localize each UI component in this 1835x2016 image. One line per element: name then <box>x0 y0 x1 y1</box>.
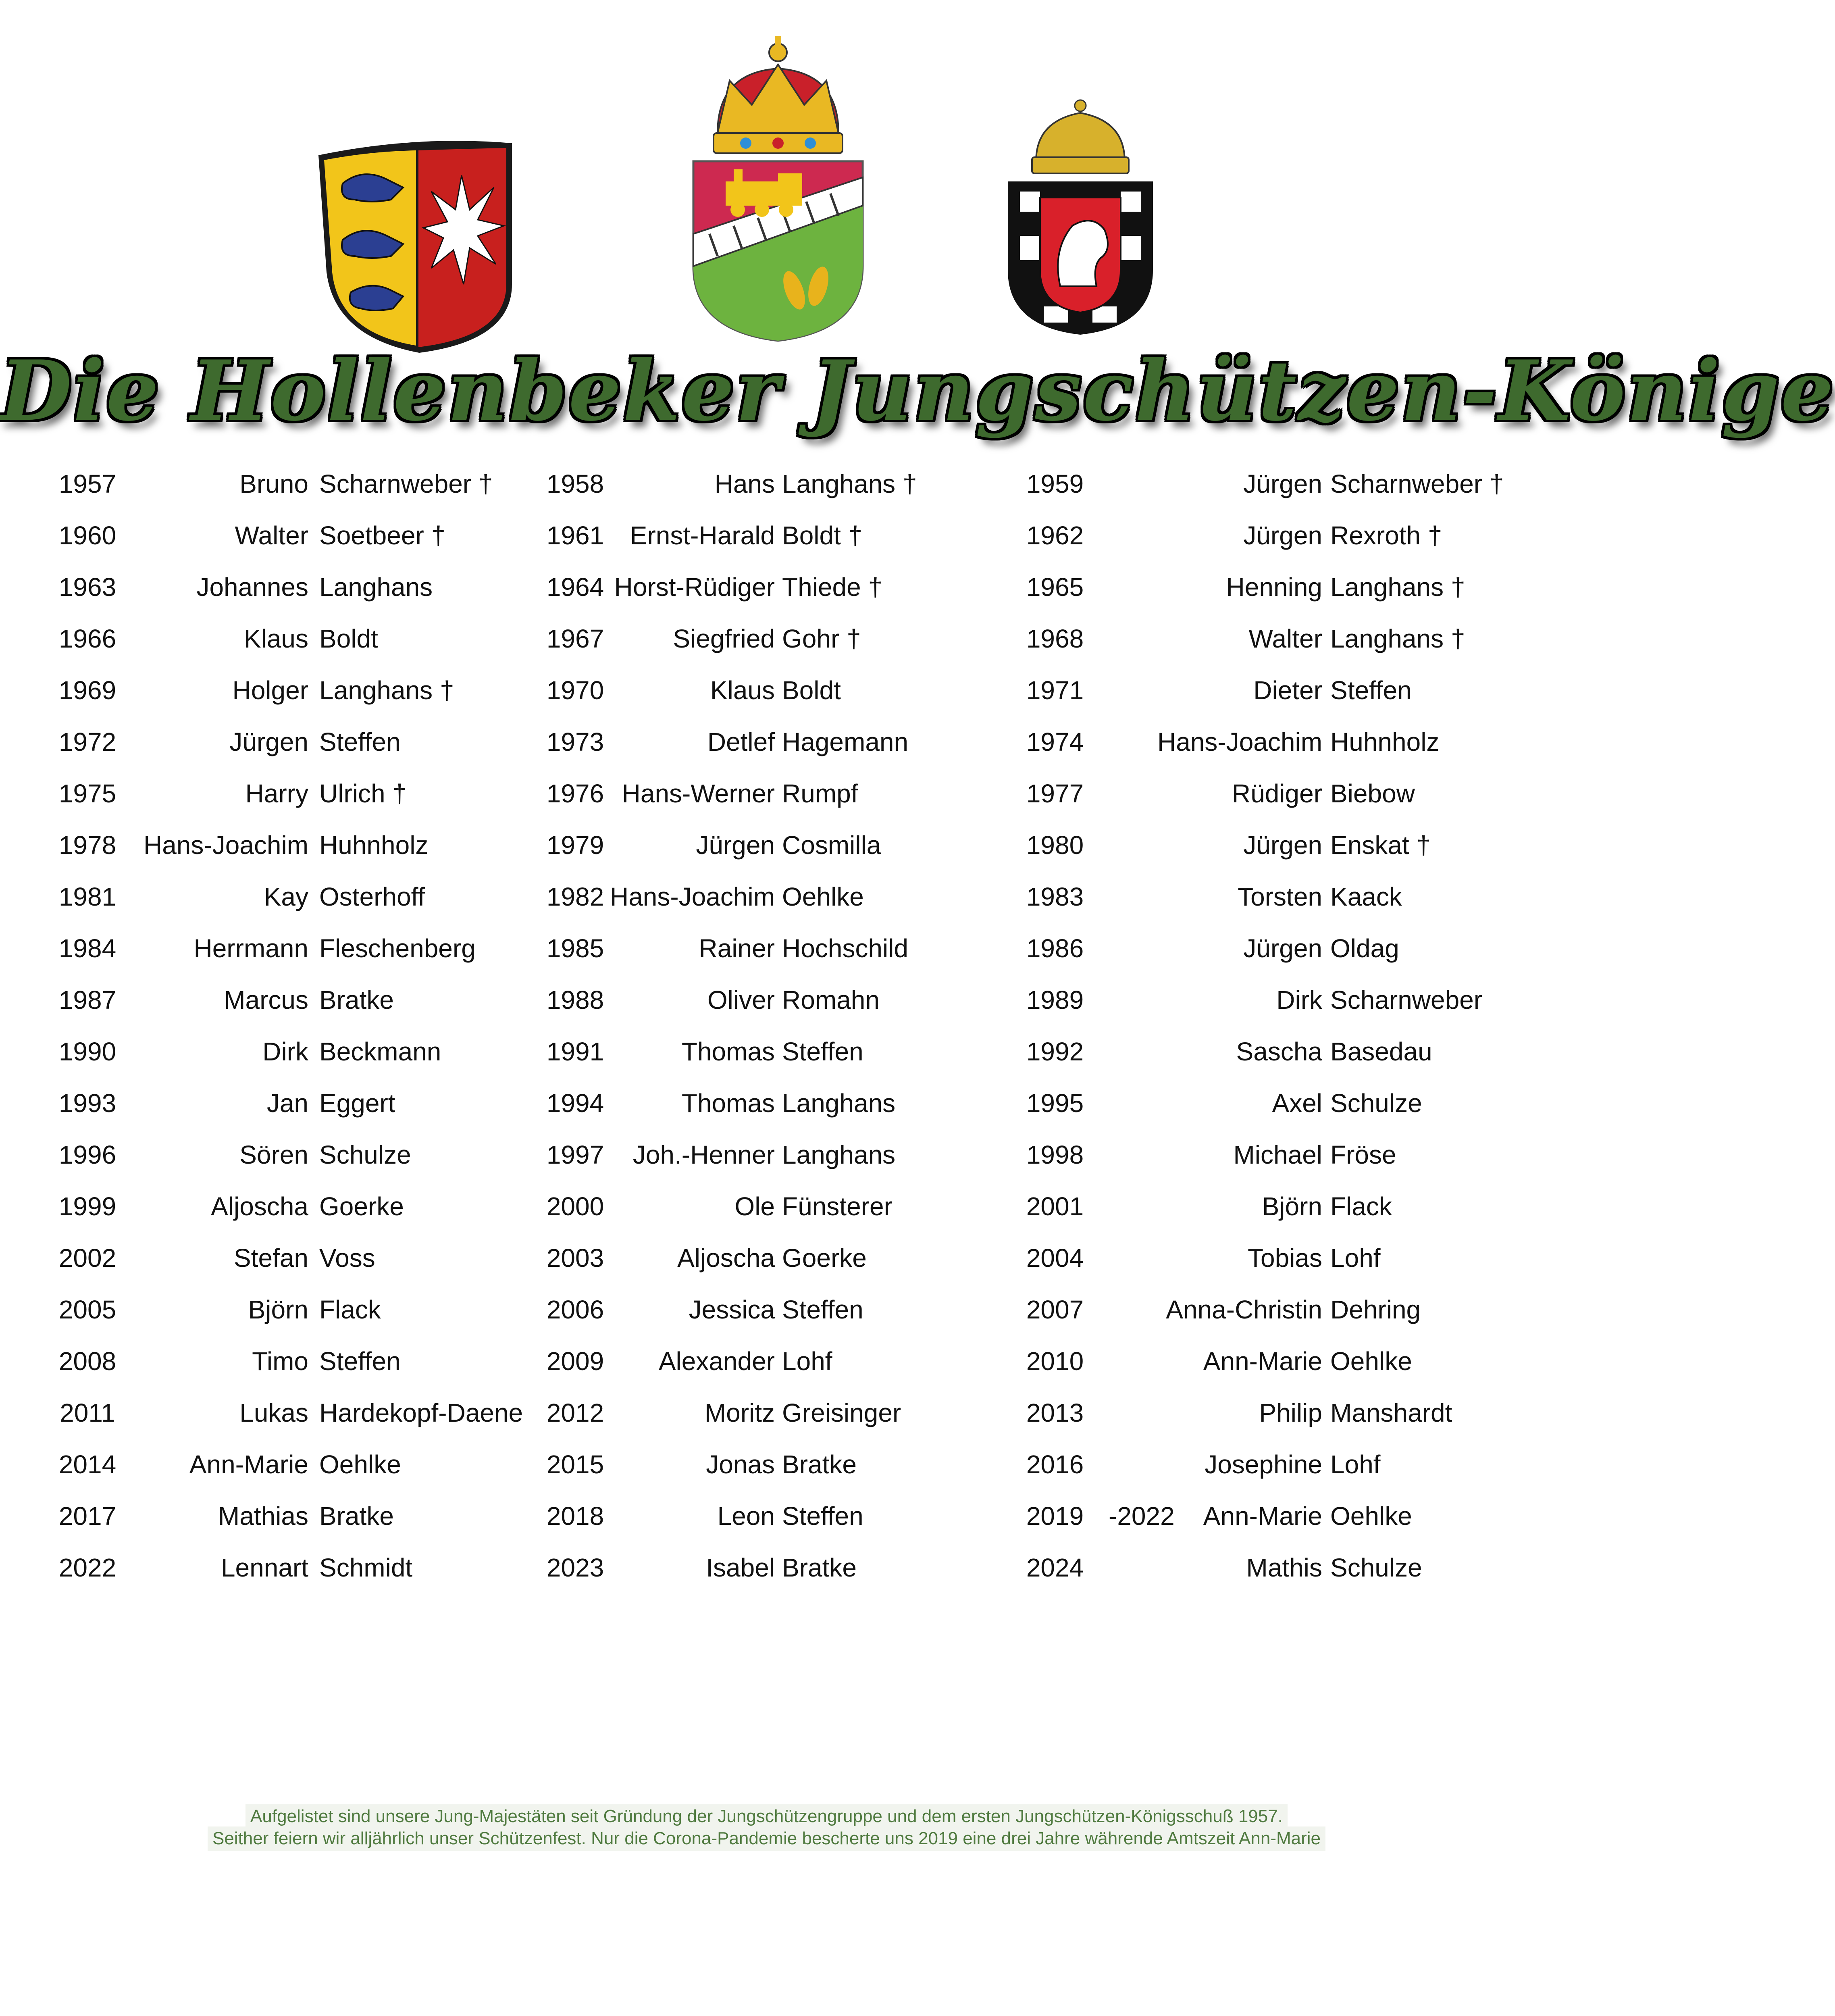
king-year: 1980 <box>1026 831 1084 860</box>
schleswig-holstein-crest-icon <box>310 139 520 357</box>
king-last: Rexroth † <box>1330 521 1442 550</box>
king-year: 2023 <box>546 1553 604 1582</box>
king-year: 1978 <box>58 831 117 860</box>
king-first: Mathias <box>218 1502 308 1531</box>
king-last: Oehlke <box>1330 1347 1412 1376</box>
table-row <box>0 464 1533 515</box>
king-first: Bruno <box>239 469 308 498</box>
king-last: Steffen <box>1330 676 1412 705</box>
king-last: Hardekopf-Daene <box>319 1398 523 1427</box>
king-first: Oliver <box>707 985 775 1014</box>
king-year: 1958 <box>546 469 604 498</box>
table-row <box>0 1393 1533 1444</box>
king-last: Steffen <box>782 1295 863 1324</box>
king-year: 1973 <box>546 727 604 756</box>
king-last: Oehlke <box>319 1450 401 1479</box>
king-year: 1962 <box>1026 521 1084 550</box>
king-last: Voss <box>319 1243 375 1272</box>
king-first: Alexander <box>658 1347 775 1376</box>
table-row <box>0 877 1533 928</box>
king-year: 2004 <box>1026 1243 1084 1272</box>
king-year: 1979 <box>546 831 604 860</box>
king-last: Lohf <box>782 1347 832 1376</box>
king-first: Lukas <box>239 1398 308 1427</box>
king-first: Harry <box>245 779 308 808</box>
footnote-text-1: Aufgelistet sind unsere Jung-Majestäten seit Gründung der Jungschützengruppe und dem ersten Jungschützen-Königsschuß 1957. <box>245 1804 1288 1829</box>
king-first: Rüdiger <box>1232 779 1322 808</box>
king-year: 1981 <box>58 882 117 911</box>
king-last: Fröse <box>1330 1140 1396 1169</box>
king-first: Holger <box>232 676 308 705</box>
king-first: Jürgen <box>229 727 308 756</box>
king-year: 1960 <box>58 521 117 550</box>
king-last: Goerke <box>319 1192 404 1221</box>
king-first: Sascha <box>1236 1037 1322 1066</box>
king-year: 2001 <box>1026 1192 1084 1221</box>
hollenbek-crest-icon <box>681 24 875 343</box>
king-first: Ann-Marie <box>1203 1502 1322 1531</box>
king-last: Langhans <box>319 573 433 602</box>
king-first: Jessica <box>689 1295 775 1324</box>
king-year: 2018 <box>546 1502 604 1531</box>
table-row <box>0 1186 1533 1238</box>
king-first: Hans-Joachim <box>1157 727 1322 756</box>
king-year: 2017 <box>58 1502 117 1531</box>
king-last: Enskat † <box>1330 831 1431 860</box>
table-row <box>0 1135 1533 1186</box>
king-first: Rainer <box>699 934 775 963</box>
king-last: Lohf <box>1330 1243 1381 1272</box>
king-first: Jürgen <box>1243 831 1322 860</box>
king-last: Bratke <box>319 1502 394 1531</box>
king-first: Walter <box>1248 624 1322 653</box>
king-first: Leon <box>717 1502 775 1531</box>
king-year: 1986 <box>1026 934 1084 963</box>
footnote-text-2: Seither feiern wir alljährlich unser Schützenfest. Nur die Corona-Pandemie bescherte uns 2019 eine drei Jahre währende Amtszeit Ann-Marie <box>208 1826 1325 1851</box>
king-first: Lennart <box>221 1553 308 1582</box>
king-year: 1971 <box>1026 676 1084 705</box>
king-year: 2013 <box>1026 1398 1084 1427</box>
footnote-line-2 <box>0 1826 1533 1851</box>
king-year: 2024 <box>1026 1553 1084 1582</box>
king-last: Gohr † <box>782 624 861 653</box>
king-last: Fleschenberg <box>319 934 476 963</box>
king-last: Langhans <box>782 1089 896 1118</box>
king-first: Dirk <box>262 1037 308 1066</box>
king-year: 1991 <box>546 1037 604 1066</box>
king-last: Fünsterer <box>782 1192 893 1221</box>
king-last: Boldt † <box>782 521 863 550</box>
king-year: 1988 <box>546 985 604 1014</box>
king-last: Huhnholz <box>319 831 429 860</box>
king-last: Scharnweber <box>1330 985 1483 1014</box>
king-first: Philip <box>1259 1398 1322 1427</box>
table-row <box>0 1547 1533 1599</box>
king-last: Huhnholz <box>1330 727 1440 756</box>
page-title: Die Hollenbeker Jungschützen-Könige <box>0 343 1835 439</box>
king-first: Hans-Joachim <box>143 831 308 860</box>
king-year: 1983 <box>1026 882 1084 911</box>
table-row <box>0 1289 1533 1341</box>
king-year: 1974 <box>1026 727 1084 756</box>
table-row <box>0 722 1533 773</box>
king-year: 1999 <box>58 1192 117 1221</box>
king-first: Detlef <box>707 727 775 756</box>
king-last: Schulze <box>1330 1553 1422 1582</box>
king-first: Joh.-Henner <box>632 1140 775 1169</box>
king-year: 1995 <box>1026 1089 1084 1118</box>
king-year: 1989 <box>1026 985 1084 1014</box>
king-first: Ole <box>734 1192 775 1221</box>
king-first: Anna-Christin <box>1166 1295 1322 1324</box>
king-last: Dehring <box>1330 1295 1421 1324</box>
king-last: Langhans † <box>1330 624 1465 653</box>
king-last: Hagemann <box>782 727 909 756</box>
king-last: Flack <box>1330 1192 1392 1221</box>
king-year: 2014 <box>58 1450 117 1479</box>
king-last: Oehlke <box>1330 1502 1412 1531</box>
king-last: Thiede † <box>782 573 883 602</box>
king-first: Jan <box>266 1089 308 1118</box>
king-last: Hochschild <box>782 934 909 963</box>
table-row <box>0 619 1533 670</box>
king-first: Hans-Werner <box>622 779 775 808</box>
king-year: 2005 <box>58 1295 117 1324</box>
king-year: 2015 <box>546 1450 604 1479</box>
king-year: 2006 <box>546 1295 604 1324</box>
king-first: Tobias <box>1248 1243 1322 1272</box>
king-first: Hans <box>714 469 775 498</box>
king-first: Kay <box>264 882 308 911</box>
king-year: 1967 <box>546 624 604 653</box>
king-first: Klaus <box>243 624 308 653</box>
king-year: 2010 <box>1026 1347 1084 1376</box>
king-first: Johannes <box>196 573 308 602</box>
king-first: Michael <box>1233 1140 1322 1169</box>
king-first: Ann-Marie <box>1203 1347 1322 1376</box>
king-year: 2002 <box>58 1243 117 1272</box>
king-first: Isabel <box>706 1553 775 1582</box>
king-first: Dieter <box>1253 676 1322 705</box>
king-first: Klaus <box>710 676 775 705</box>
king-first: Horst-Rüdiger <box>614 573 775 602</box>
king-year: 2007 <box>1026 1295 1084 1324</box>
king-year: 1964 <box>546 573 604 602</box>
king-year: 1972 <box>58 727 117 756</box>
king-year: 1965 <box>1026 573 1084 602</box>
king-last: Biebow <box>1330 779 1415 808</box>
king-last: Manshardt <box>1330 1398 1452 1427</box>
king-first: Aljoscha <box>211 1192 308 1221</box>
king-year: 1975 <box>58 779 117 808</box>
king-first: Jonas <box>706 1450 775 1479</box>
lauenburg-crest-icon <box>1000 97 1161 339</box>
king-last: Steffen <box>319 1347 401 1376</box>
king-last: Langhans † <box>319 676 454 705</box>
king-year: 1987 <box>58 985 117 1014</box>
king-year: 2019 <box>1026 1502 1084 1531</box>
king-first: Dirk <box>1276 985 1322 1014</box>
king-year: 1976 <box>546 779 604 808</box>
king-year: 1961 <box>546 521 604 550</box>
king-last: Langhans † <box>782 469 917 498</box>
king-year: 2012 <box>546 1398 604 1427</box>
king-first: Walter <box>235 521 308 550</box>
king-year: 2022 <box>58 1553 117 1582</box>
table-row <box>0 1031 1533 1083</box>
king-last: Goerke <box>782 1243 867 1272</box>
king-last: Steffen <box>782 1502 863 1531</box>
king-first: Hans-Joachim <box>610 882 775 911</box>
king-last: Cosmilla <box>782 831 881 860</box>
table-row <box>0 980 1533 1031</box>
king-last: Bratke <box>782 1450 857 1479</box>
table-row <box>0 1238 1533 1289</box>
king-last: Oldag <box>1330 934 1399 963</box>
king-first: Moritz <box>704 1398 775 1427</box>
king-last: Schulze <box>1330 1089 1422 1118</box>
table-row <box>0 773 1533 825</box>
king-last: Scharnweber † <box>319 469 493 498</box>
king-year: 1994 <box>546 1089 604 1118</box>
king-first: Josephine <box>1205 1450 1322 1479</box>
king-last: Osterhoff <box>319 882 425 911</box>
king-year: 2003 <box>546 1243 604 1272</box>
king-last: Kaack <box>1330 882 1402 911</box>
king-first: Marcus <box>224 985 308 1014</box>
king-last: Ulrich † <box>319 779 407 808</box>
king-first: Jürgen <box>1243 469 1322 498</box>
king-first: Axel <box>1272 1089 1322 1118</box>
king-year: 1977 <box>1026 779 1084 808</box>
king-first: Aljoscha <box>677 1243 775 1272</box>
king-year: 2016 <box>1026 1450 1084 1479</box>
king-last: Beckmann <box>319 1037 441 1066</box>
king-last: Rumpf <box>782 779 858 808</box>
king-last: Langhans † <box>1330 573 1465 602</box>
king-year: 1969 <box>58 676 117 705</box>
king-last: Romahn <box>782 985 880 1014</box>
table-row <box>0 825 1533 877</box>
king-last: Boldt <box>319 624 378 653</box>
king-last: Langhans <box>782 1140 896 1169</box>
king-year: 2008 <box>58 1347 117 1376</box>
table-row <box>0 928 1533 980</box>
table-row <box>0 670 1533 722</box>
king-last: Schmidt <box>319 1553 413 1582</box>
king-year: 1992 <box>1026 1037 1084 1066</box>
king-year: 2000 <box>546 1192 604 1221</box>
king-last: Scharnweber † <box>1330 469 1504 498</box>
table-row <box>0 515 1533 567</box>
king-last: Oehlke <box>782 882 864 911</box>
footnote-line-1 <box>0 1804 1533 1829</box>
king-first: Sören <box>239 1140 308 1169</box>
table-row <box>0 1083 1533 1135</box>
king-first: Ernst-Harald <box>630 521 775 550</box>
king-year: 1959 <box>1026 469 1084 498</box>
king-first: Jürgen <box>1243 521 1322 550</box>
king-year: 1998 <box>1026 1140 1084 1169</box>
king-year: 2011 <box>60 1398 115 1427</box>
king-first: Thomas <box>681 1037 775 1066</box>
king-last: Schulze <box>319 1140 411 1169</box>
king-first: Ann-Marie <box>189 1450 308 1479</box>
king-year: 1985 <box>546 934 604 963</box>
king-last: Lohf <box>1330 1450 1381 1479</box>
king-first: Jürgen <box>696 831 775 860</box>
king-last: Eggert <box>319 1089 395 1118</box>
king-last: Steffen <box>782 1037 863 1066</box>
king-first: Thomas <box>681 1089 775 1118</box>
table-row <box>0 1341 1533 1393</box>
king-year: 1984 <box>58 934 117 963</box>
king-year: 1970 <box>546 676 604 705</box>
king-year: 1997 <box>546 1140 604 1169</box>
king-year: 1966 <box>58 624 117 653</box>
king-last: Boldt <box>782 676 841 705</box>
king-last: Basedau <box>1330 1037 1432 1066</box>
king-year: 1963 <box>58 573 117 602</box>
king-first: Stefan <box>233 1243 308 1272</box>
table-row <box>0 1444 1533 1496</box>
king-first: Henning <box>1226 573 1322 602</box>
king-first: Mathis <box>1246 1553 1322 1582</box>
table-row <box>0 567 1533 619</box>
table-row <box>0 1496 1533 1547</box>
king-year: 1957 <box>58 469 117 498</box>
king-last: Steffen <box>319 727 401 756</box>
king-first: Björn <box>1262 1192 1322 1221</box>
king-first: Herrmann <box>193 934 308 963</box>
king-year: 1996 <box>58 1140 117 1169</box>
king-extra: -2022 <box>1109 1502 1175 1531</box>
king-first: Timo <box>252 1347 308 1376</box>
king-first: Torsten <box>1238 882 1322 911</box>
king-year: 2009 <box>546 1347 604 1376</box>
king-last: Bratke <box>319 985 394 1014</box>
king-year: 1993 <box>58 1089 117 1118</box>
king-last: Flack <box>319 1295 381 1324</box>
king-year: 1982 <box>546 882 604 911</box>
king-year: 1968 <box>1026 624 1084 653</box>
king-last: Greisinger <box>782 1398 901 1427</box>
king-first: Björn <box>248 1295 308 1324</box>
king-year: 1990 <box>58 1037 117 1066</box>
king-last: Bratke <box>782 1553 857 1582</box>
king-first: Siegfried <box>673 624 775 653</box>
king-first: Jürgen <box>1243 934 1322 963</box>
king-last: Soetbeer † <box>319 521 446 550</box>
